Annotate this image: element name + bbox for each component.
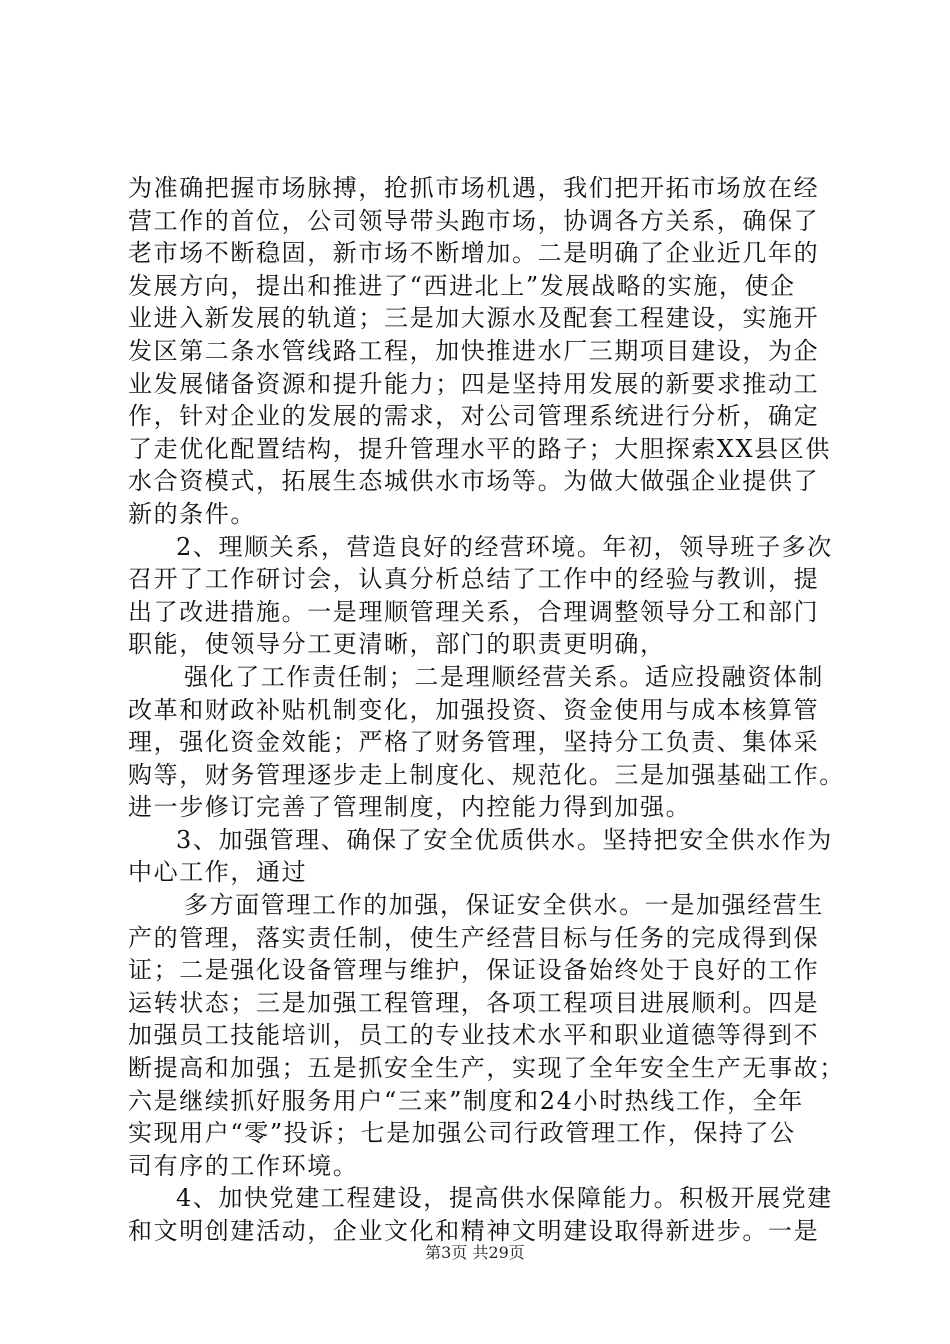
text-line: 职能，使领导分工更清晰，部门的职责更明确， [128, 630, 666, 659]
text-line: 进一步修订完善了管理制度，内控能力得到加强。 [128, 793, 692, 822]
text-line: 业发展储备资源和提升能力；四是坚持用发展的新要求推动工 [128, 369, 820, 398]
text-line: 发区第二条水管线路工程，加快推进水厂三期项目建设，为企 [128, 336, 820, 365]
text-line: 召开了工作研讨会，认真分析总结了工作中的经验与教训，提 [128, 565, 820, 594]
paragraph-start-line: 4、加快党建工程建设，提高供水保障能力。积极开展党建 [176, 1184, 833, 1213]
paragraph-start-line: 多方面管理工作的加强，保证安全供水。一是加强经营生 [184, 891, 824, 920]
text-line: 购等，财务管理逐步走上制度化、规范化。三是加强基础工作。 [128, 760, 845, 789]
text-line: 作，针对企业的发展的需求，对公司管理系统进行分析，确定 [128, 402, 820, 431]
text-line: 运转状态；三是加强工程管理，各项工程项目进展顺利。四是 [128, 988, 820, 1017]
text-line: 发展方向，提出和推进了“西进北上”发展战略的实施，使企 [128, 271, 796, 300]
text-line: 老市场不断稳固，新市场不断增加。二是明确了企业近几年的 [128, 239, 820, 268]
text-line: 中心工作，通过 [128, 858, 308, 887]
text-line: 新的条件。 [128, 499, 256, 528]
text-line: 产的管理，落实责任制，使生产经营目标与任务的完成得到保 [128, 923, 820, 952]
text-line: 为准确把握市场脉搏，抢抓市场机遇，我们把开拓市场放在经 [128, 174, 820, 202]
text-line: 业进入新发展的轨道；三是加大源水及配套工程建设，实施开 [128, 304, 820, 333]
text-line: 营工作的首位，公司领导带头跑市场，协调各方关系，确保了 [128, 206, 820, 235]
text-line: 六是继续抓好服务用户“三来”制度和24小时热线工作，全年 [128, 1086, 804, 1115]
text-line: 实现用户“零”投诉；七是加强公司行政管理工作，保持了公 [128, 1119, 796, 1148]
text-line: 水合资模式，拓展生态城供水市场等。为做大做强企业提供了 [128, 467, 820, 496]
text-line: 出了改进措施。一是理顺管理关系，合理调整领导分工和部门 [128, 597, 820, 626]
page-number-footer: 第3页 共29页 [425, 1243, 525, 1262]
text-line: 理，强化资金效能；严格了财务管理，坚持分工负责、集体采 [128, 728, 820, 757]
paragraph-start-line: 2、理顺关系，营造良好的经营环境。年初，领导班子多次 [176, 532, 833, 561]
document-body [128, 172, 845, 1248]
text-line: 改革和财政补贴机制变化，加强投资、资金使用与成本核算管 [128, 695, 820, 724]
paragraph-start-line: 3、加强管理、确保了安全优质供水。坚持把安全供水作为 [176, 825, 833, 854]
text-line: 司有序的工作环境。 [128, 1151, 359, 1180]
text-line: 了走优化配置结构，提升管理水平的路子；大胆探索XX县区供 [128, 434, 831, 463]
text-line: 断提高和加强；五是抓安全生产，实现了全年安全生产无事故； [128, 1054, 845, 1083]
text-line: 和文明创建活动，企业文化和精神文明建设取得新进步。一是 [128, 1217, 820, 1245]
paragraph-start-line: 强化了工作责任制；二是理顺经营关系。适应投融资体制 [184, 662, 824, 691]
text-line: 加强员工技能培训，员工的专业技术水平和职业道德等得到不 [128, 1021, 820, 1050]
text-line: 证；二是强化设备管理与维护，保证设备始终处于良好的工作 [128, 956, 820, 985]
